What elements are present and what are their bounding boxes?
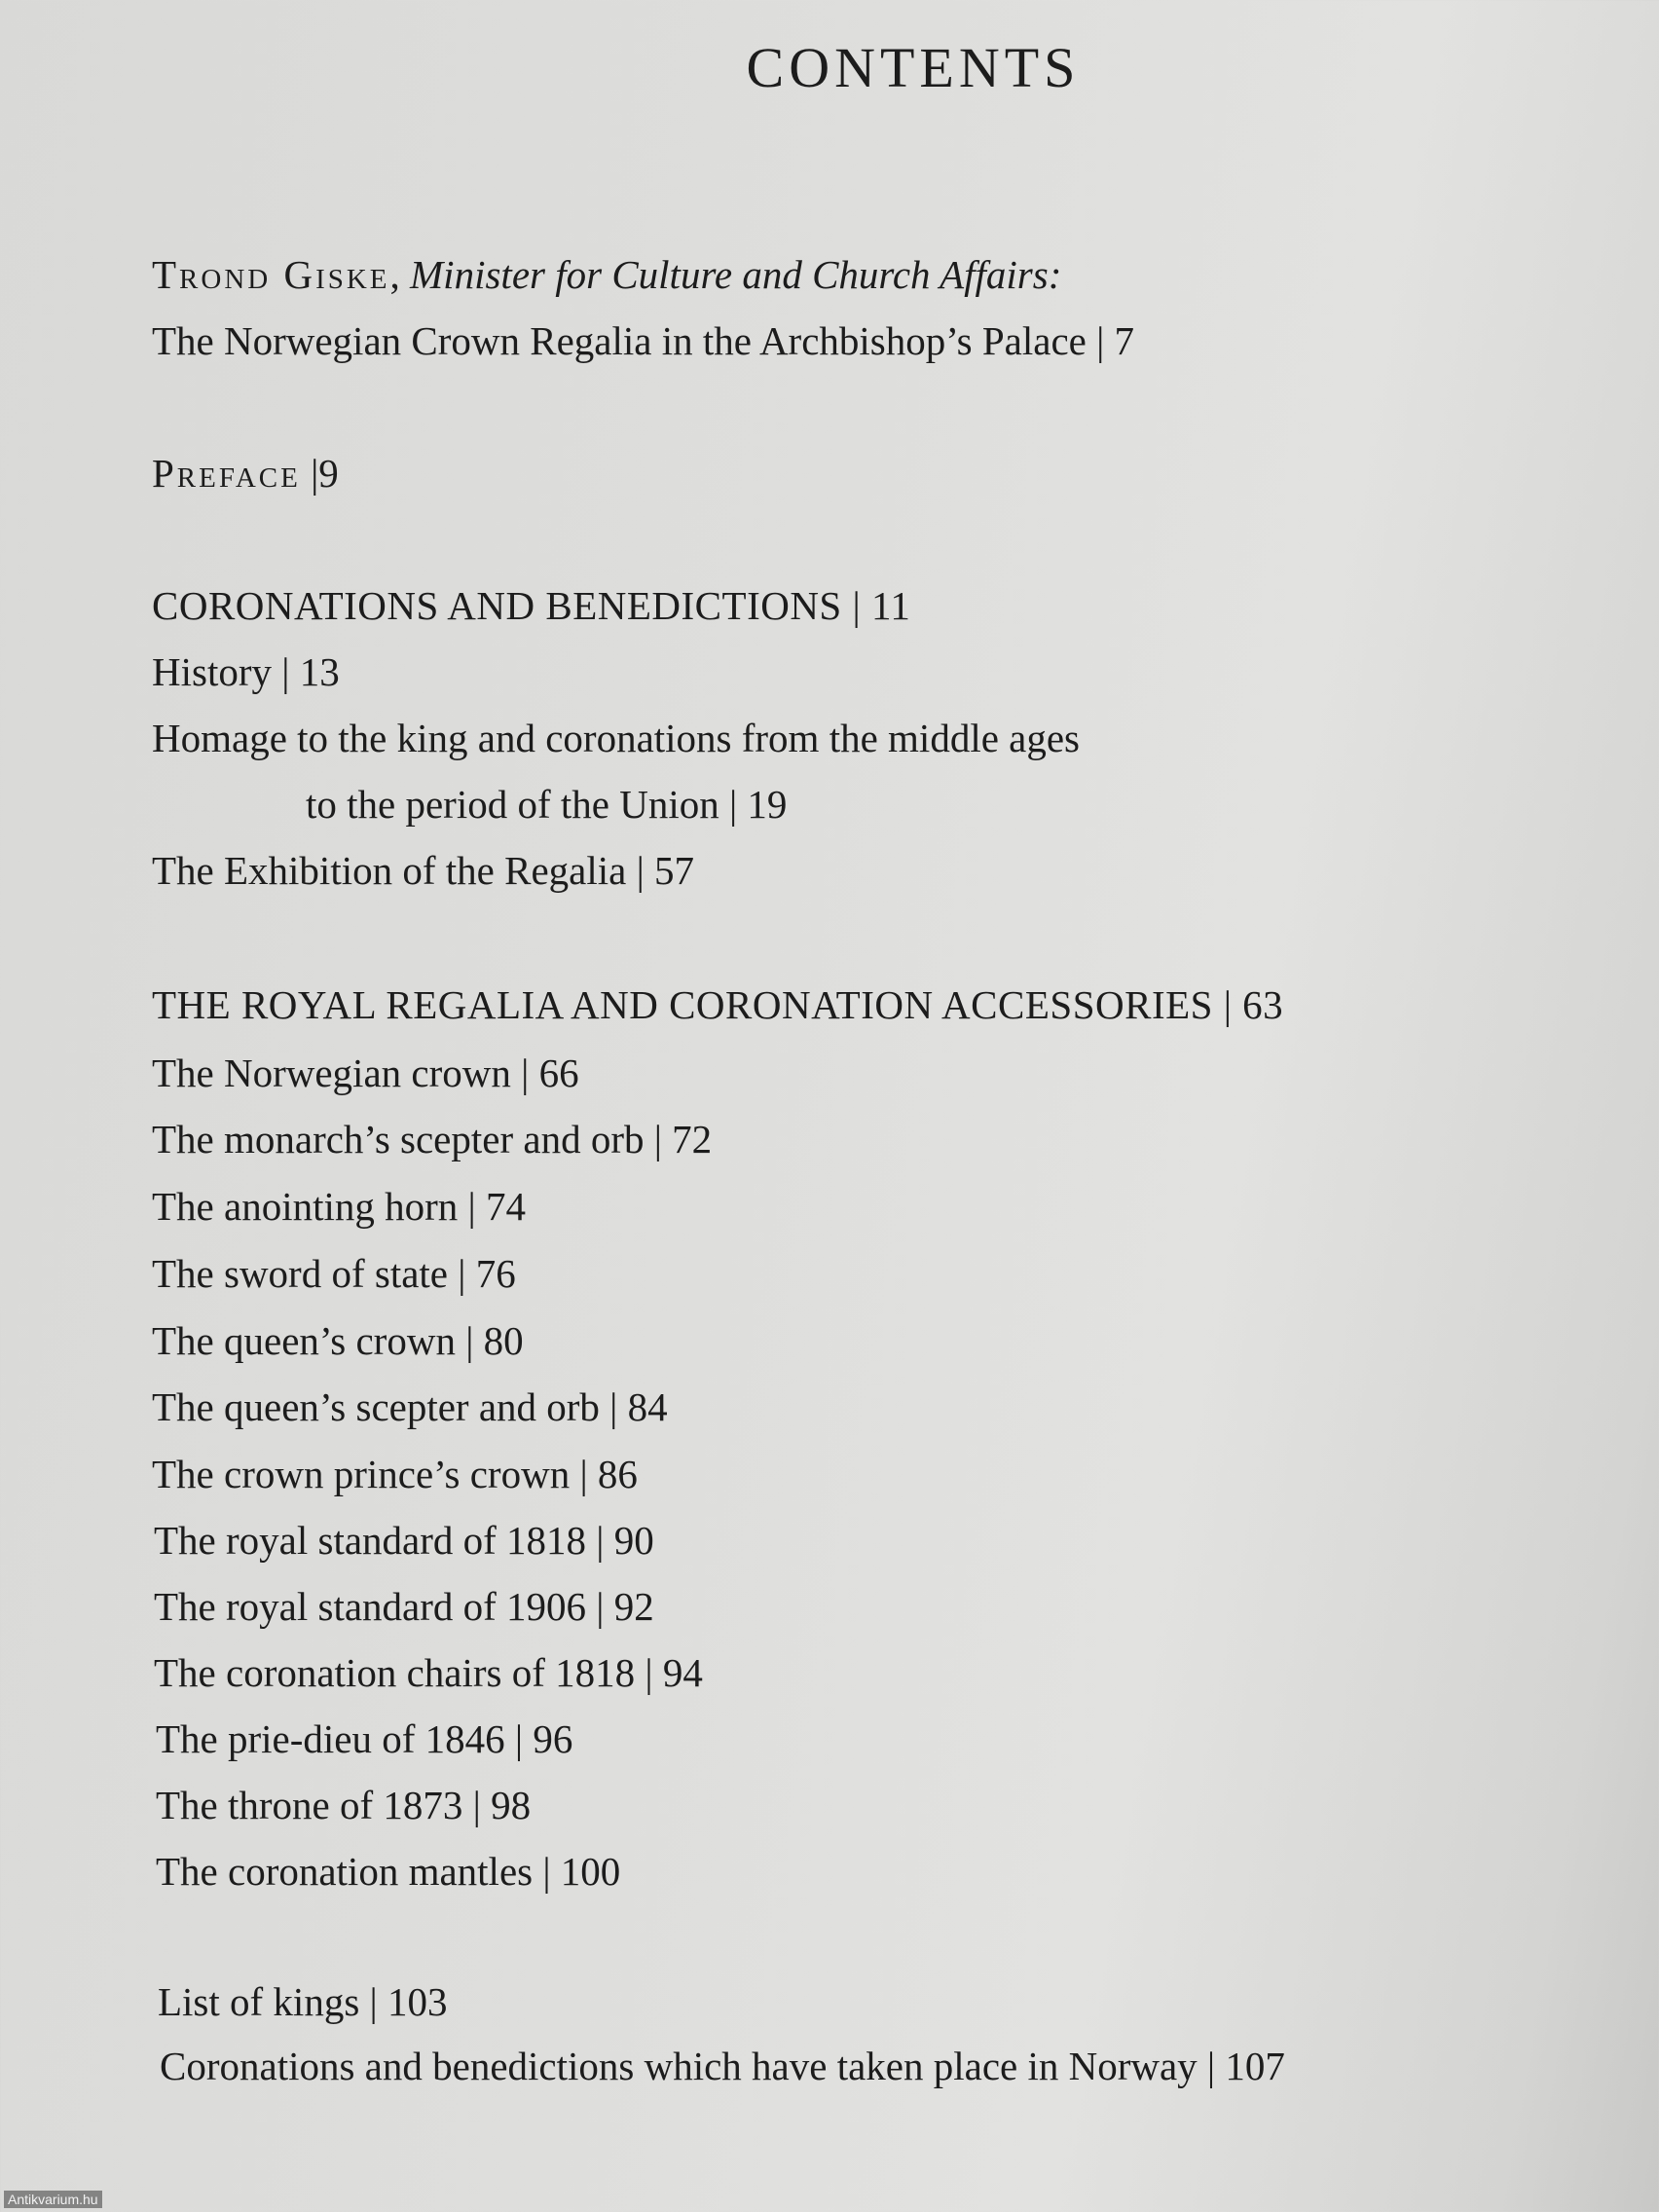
foreword-entry: The Norwegian Crown Regalia in the Archbishop’s Palace | 7 [152, 318, 1135, 363]
toc-entry-continuation: to the period of the Union | 19 [306, 782, 788, 827]
toc-entry: The queen’s crown | 80 [152, 1318, 524, 1363]
toc-entry: The coronation mantles | 100 [156, 1849, 621, 1894]
toc-entry: The throne of 1873 | 98 [156, 1783, 532, 1827]
toc-entry: The monarch’s scepter and orb | 72 [152, 1117, 713, 1161]
toc-entry: The royal standard of 1818 | 90 [154, 1518, 654, 1563]
page-title: CONTENTS [746, 36, 1081, 99]
toc-entry: History | 13 [152, 649, 340, 694]
toc-entry: The coronation chairs of 1818 | 94 [154, 1650, 703, 1695]
section-heading-coronations: CORONATIONS AND BENEDICTIONS | 11 [152, 583, 911, 628]
toc-entry: List of kings | 103 [158, 1979, 448, 2024]
foreword-author: Trond Giske [152, 252, 390, 297]
preface-label: Preface [152, 451, 301, 496]
section-heading-regalia: THE ROYAL REGALIA AND CORONATION ACCESSORIES | 63 [152, 982, 1284, 1027]
preface-entry [152, 451, 339, 496]
toc-entry: The Norwegian crown | 66 [152, 1051, 579, 1095]
foreword-role: Minister for Culture and Church Affairs: [410, 252, 1062, 297]
toc-entry: Homage to the king and coronations from the middle ages [152, 716, 1081, 760]
toc-entry: The anointing horn | 74 [152, 1184, 526, 1229]
toc-entry: The queen’s scepter and orb | 84 [152, 1384, 668, 1429]
toc-entry: The royal standard of 1906 | 92 [154, 1584, 654, 1629]
toc-entry: Coronations and benedictions which have taken place in Norway | 107 [160, 2044, 1285, 2088]
watermark-label: Antikvarium.hu [4, 2191, 102, 2208]
toc-entry: The Exhibition of the Regalia | 57 [152, 848, 695, 893]
toc-entry: The crown prince’s crown | 86 [152, 1452, 638, 1496]
toc-entry: The sword of state | 76 [152, 1251, 516, 1296]
foreword-heading [152, 252, 1062, 297]
toc-entry: The prie-dieu of 1846 | 96 [156, 1716, 573, 1761]
preface-page: |9 [311, 451, 339, 496]
foreword-separator: , [389, 252, 400, 297]
